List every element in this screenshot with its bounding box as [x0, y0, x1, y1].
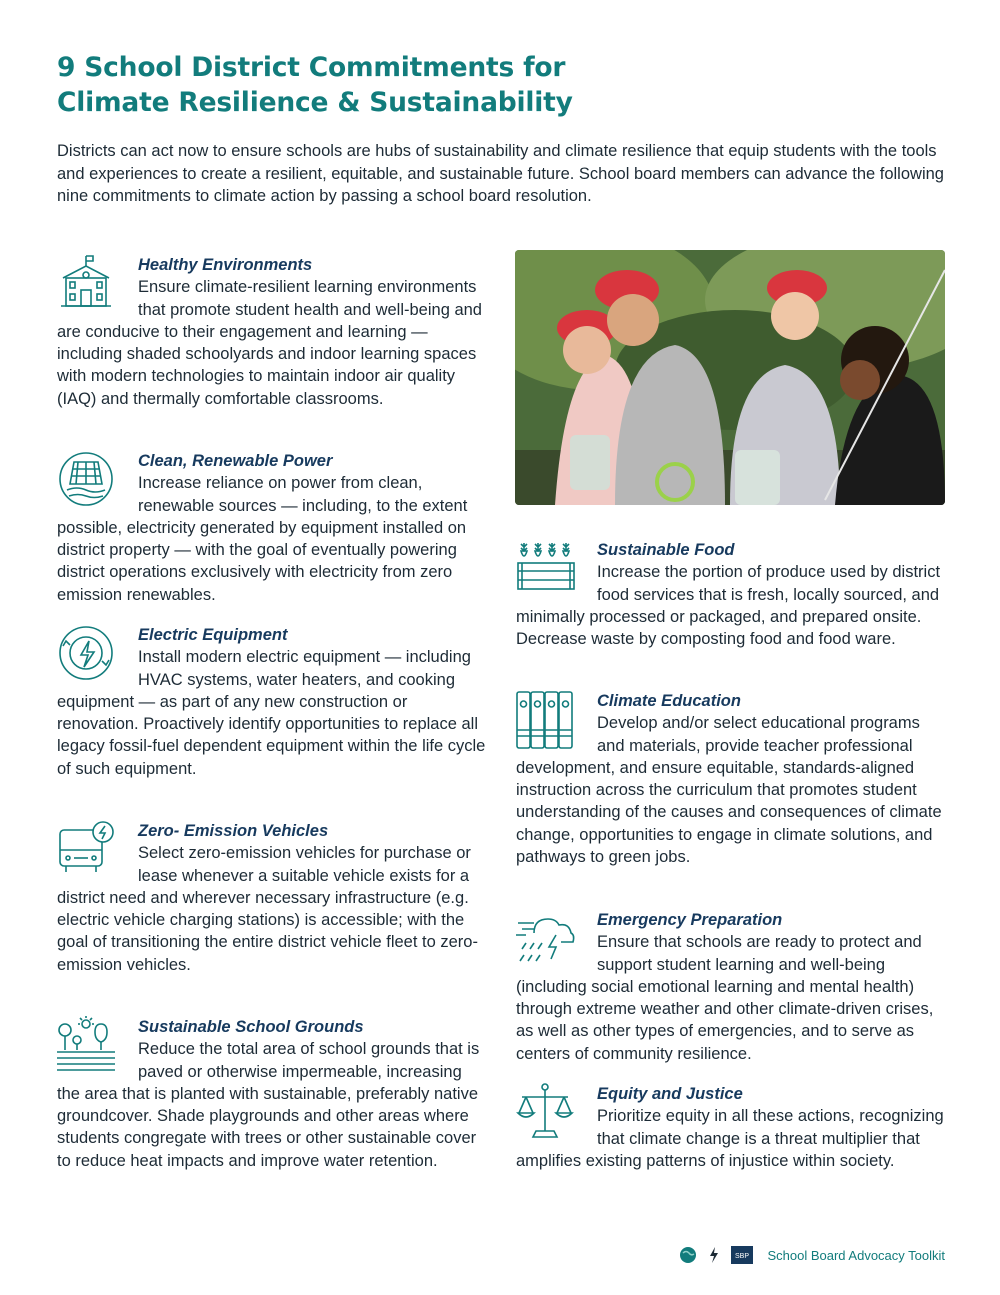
lightning-logo-icon — [705, 1246, 723, 1264]
commitment-sustainable-food — [516, 539, 946, 650]
intro-paragraph: Districts can act now to ensure schools are hubs of sustainability and climate resilience that equip students with the tools and experiences to create a resilient, equitable, and sustainable future. School board members can advance the following nine commitments to climate action by passing a school board resolution. — [57, 142, 944, 205]
commitment-heading: Clean, Renewable Power — [138, 452, 333, 470]
commitment-emergency-preparation — [516, 909, 946, 1065]
school-building-icon — [57, 254, 119, 316]
commitment-body: Increase the portion of produce used by district food services that is fresh, locally sourced, and minimally processed or packaged, and prepared onsite. Decrease waste by composting food and food ware. — [516, 563, 941, 649]
commitment-body: Increase reliance on power from clean, renewable sources — including, to the extent possible, electricity generated by equipment installed on district property — with the goal of eventually powering district operations exclusively with electricity from zero emission renewables. — [57, 474, 468, 604]
commitment-heading: Zero- Emission Vehicles — [138, 822, 329, 840]
commitment-body: Prioritize equity in all these actions, recognizing that climate change is a threat multiplier that amplifies existing patterns of injustice within society. — [516, 1107, 944, 1170]
sbp-logo-text: SBP — [735, 1253, 750, 1260]
commitment-body: Select zero-emission vehicles for purchase or lease whenever a suitable vehicle exists for a district need and wherever necessary infrastructure (e.g. electric vehicle charging stations) is accessible; with the goal of transitioning the entire district vehicle fleet to zero-emission vehicles. — [57, 844, 478, 974]
scales-of-justice-icon — [516, 1083, 578, 1145]
produce-crate-icon — [516, 539, 578, 601]
commitment-heading: Equity and Justice — [597, 1085, 743, 1103]
footer — [679, 1245, 945, 1265]
solar-panel-icon — [57, 450, 119, 512]
electric-bus-icon — [57, 820, 119, 882]
commitment-body: Ensure climate-resilient learning environments that promote student health and well-being and are conducive to their engagement and learning — including shaded schoolyards and indoor learning spaces with modern technologies to maintain indoor air quality (IAQ) and thermally comfortable classrooms. — [57, 278, 482, 408]
title-line-2: Climate Resilience & Sustainability — [57, 87, 573, 118]
footer-label: School Board Advocacy Toolkit — [767, 1247, 945, 1263]
storm-cloud-icon — [516, 909, 578, 971]
commitment-body: Install modern electric equipment — including HVAC systems, water heaters, and cooking equipment — as part of any new construction or renovation. Proactively identify opportunities to replace all legacy fossil-fuel dependent equipment within the life cycle of such equipment. — [57, 648, 486, 778]
sbp-logo — [731, 1246, 749, 1264]
commitment-body: Ensure that schools are ready to protect and support student learning and well-being (including social emotional learning and mental health) through extreme weather and other climate-driven crises, as well as other types of emergencies, and to serve as centers of community resilience. — [516, 933, 934, 1063]
commitment-sustainable-school-grounds — [57, 1016, 487, 1172]
commitment-heading: Healthy Environments — [138, 256, 313, 274]
commitment-heading: Sustainable School Grounds — [138, 1018, 364, 1036]
page-title — [57, 50, 937, 120]
commitment-climate-education — [516, 690, 946, 868]
commitment-body: Reduce the total area of school grounds that is paved or otherwise impermeable, increasing the area that is planted with sustainable, preferably native groundcover. Shade playgrounds and other areas where students congregate with trees or other sustainable cover to reduce heat impacts and improve water retention. — [57, 1040, 480, 1170]
books-icon — [516, 690, 578, 752]
commitment-equity-and-justice — [516, 1083, 946, 1172]
title-line-1: 9 School District Commitments for — [57, 52, 566, 83]
children-gardening-photo — [515, 250, 945, 505]
commitment-heading: Electric Equipment — [138, 626, 288, 644]
commitment-heading: Sustainable Food — [597, 541, 735, 559]
commitment-electric-equipment — [57, 624, 487, 780]
globe-logo-icon — [679, 1246, 697, 1264]
electric-cycle-icon — [57, 624, 119, 686]
commitment-heading: Emergency Preparation — [597, 911, 783, 929]
trees-sun-icon — [57, 1016, 119, 1078]
commitment-body: Develop and/or select educational programs and materials, provide teacher professional development, and ensure equitable, standards-aligned instruction across the curriculum that promotes student understanding of the causes and consequences of climate change, opportunities to engage in climate solutions, and pathways to green jobs. — [516, 714, 942, 867]
commitment-zero-emission-vehicles — [57, 820, 487, 976]
commitment-heading: Climate Education — [597, 692, 741, 710]
commitment-healthy-environments — [57, 254, 487, 410]
commitment-clean-renewable-power — [57, 450, 487, 606]
